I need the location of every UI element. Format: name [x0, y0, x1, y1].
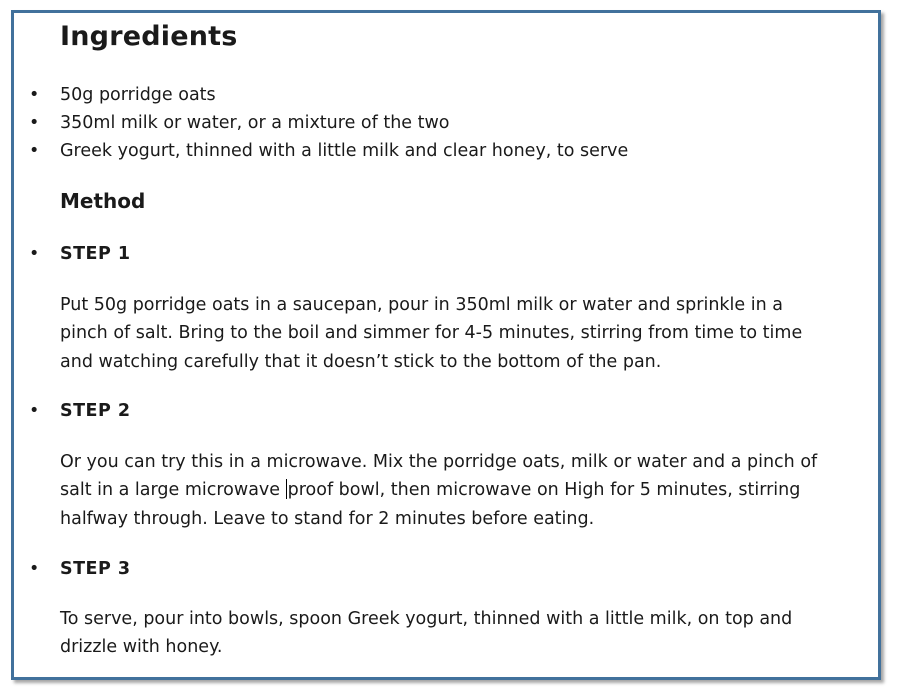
step-label: STEP 1: [60, 244, 131, 264]
bullet-icon: •: [29, 401, 40, 421]
bullet-icon: •: [29, 559, 40, 579]
ingredient-text: Greek yogurt, thinned with a little milk and clear honey, to serve: [60, 141, 629, 161]
recipe-document-frame: [11, 10, 881, 680]
step-1-text: Put 50g porridge oats in a saucepan, pour in 350ml milk or water and sprinkle in a pinch of salt. Bring to the boil and simmer for 4-5 minutes, stirring from time to time and watching carefully that it doesn’t stick to the bottom of the pan.: [60, 295, 803, 372]
method-heading: Method: [60, 189, 146, 213]
text-cursor: [286, 479, 287, 499]
step-2-text-before-cursor: Or you can try this in a microwave. Mix the porridge oats, milk or water and a pinch of salt in a large microwave: [60, 452, 818, 501]
step-2-text: [60, 448, 820, 533]
ingredients-heading: Ingredients: [60, 21, 238, 52]
bullet-icon: •: [29, 113, 40, 133]
step-2-text-after-cursor: proof bowl, then microwave on High for 5 minutes, stirring halfway through. Leave to stand for 2 minutes before eating.: [60, 480, 801, 529]
bullet-icon: •: [29, 244, 40, 264]
bullet-icon: •: [29, 141, 40, 161]
ingredient-text: 350ml milk or water, or a mixture of the two: [60, 113, 450, 133]
step-3-text: To serve, pour into bowls, spoon Greek yogurt, thinned with a little milk, on top and drizzle with honey.: [60, 609, 793, 658]
step-label: STEP 3: [60, 559, 131, 579]
ingredient-text: 50g porridge oats: [60, 85, 216, 105]
bullet-icon: •: [29, 85, 40, 105]
step-label: STEP 2: [60, 401, 131, 421]
